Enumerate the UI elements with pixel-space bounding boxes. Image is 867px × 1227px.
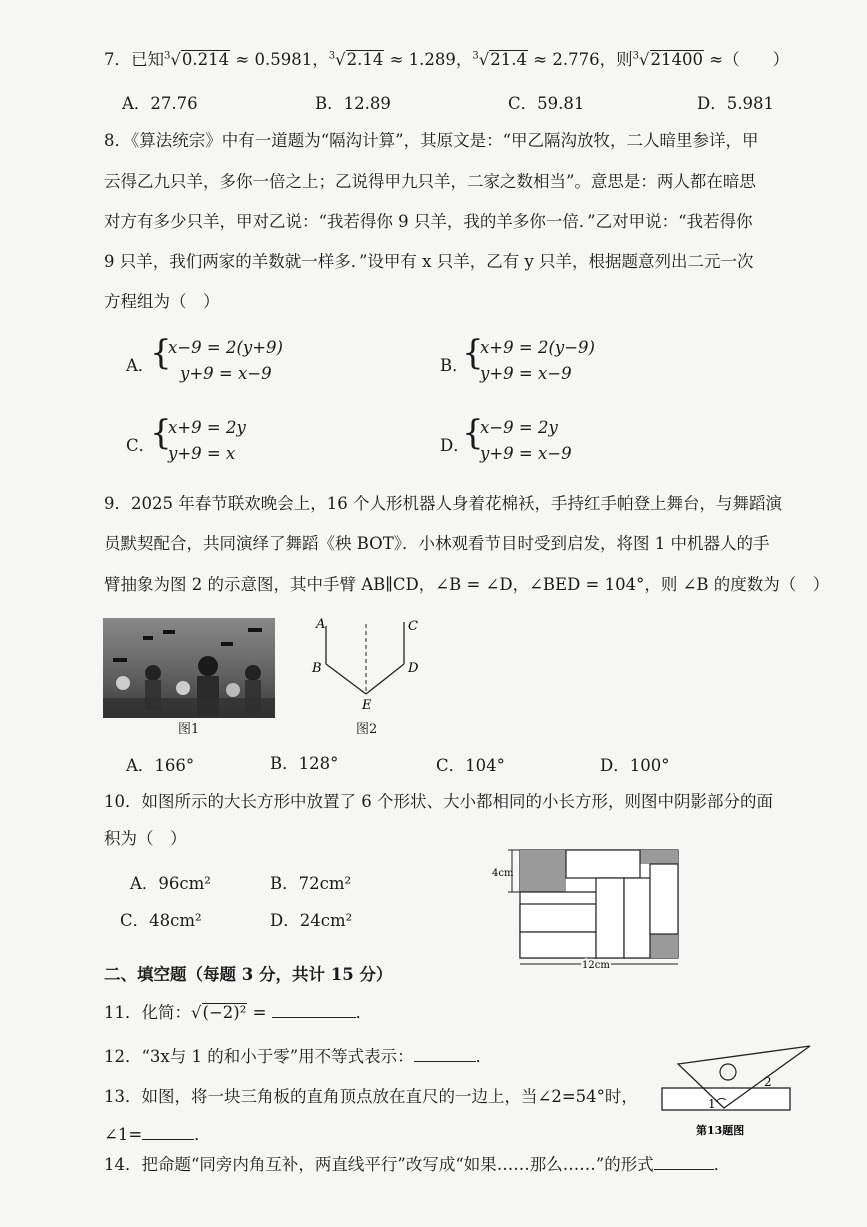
q9-line-1: 9．2025 年春节联欢晚会上，16 个人形机器人身着花棉袄，手持红手帕登上舞台，与舞蹈演 [104,494,782,513]
shaded-region [640,850,678,864]
point-b-label: B [312,661,322,676]
q9-line-3: 臂抽象为图 2 的示意图，其中手臂 AB∥CD，∠B = ∠D，∠BED = 104°，则 ∠B 的度数为（ ） [104,575,830,594]
q9-option-a[interactable]: A．166° [126,756,195,775]
q9-option-b[interactable]: B．128° [270,754,339,773]
q7-option-d[interactable]: D．5.981 [697,94,774,113]
q7-option-c[interactable]: C．59.81 [508,94,585,113]
point-a-label: A [316,617,326,632]
q8-line-1: 8．《算法统宗》中有一道题为“隔沟计算”，其原文是：“甲乙隔沟放牧，二人暗里参详，甲 [104,131,759,150]
q9-figure-2-diagram [308,612,428,722]
q7-stem: 7．已知$^3$√0.214 ≈ 0.5981，$^3$√2.14 ≈ 1.289，$^3$√21.4 ≈ 2.776，则$^3$√21400 ≈（ ） [104,50,790,69]
q13-figure-caption: 第13题图 [696,1124,745,1137]
q13-ruler-triangle-diagram [656,1040,816,1138]
q7-option-a[interactable]: A．27.76 [122,94,198,113]
point-c-label: C [408,619,418,634]
q8-line-5: 方程组为（ ） [104,292,220,311]
q10-option-b[interactable]: B．72cm² [270,874,352,893]
brace-icon: { [462,333,484,373]
angle-1-label: 1 [708,1097,716,1111]
q8-line-3: 对方有多少只羊，甲对乙说：“我若得你 9 只羊，我的羊多你一倍．”乙对甲说：“我若得你 [104,212,753,231]
q9-figure-1-caption: 图1 [178,722,200,737]
cube-root-3: 21.4 [490,50,528,69]
q9-figure-1-photo [103,618,275,718]
q7-number: 7．已知 [104,50,164,69]
q10-option-c[interactable]: C．48cm² [120,911,202,930]
q10-line-2: 积为（ ） [104,829,187,848]
q10-rectangle-diagram [490,842,690,970]
q8-line-2: 云得乙九只羊，多你一倍之上；乙说得甲九只羊，二家之数相当”。意思是：两人都在暗思 [104,172,756,191]
cube-root-1: 0.214 [181,50,230,69]
robots-photo-icon [103,618,275,718]
shaded-region [520,850,566,892]
cube-root-4: 21400 [650,50,703,69]
answer-blank[interactable] [142,1125,194,1140]
q12: 12．“3x与 1 的和小于零”用不等式表示： ． [104,1047,493,1066]
answer-blank[interactable] [654,1155,714,1170]
height-label: 4cm [492,868,514,879]
brace-icon: { [150,413,172,453]
q13-line-2: ∠1= ． [104,1125,211,1144]
q7-option-b[interactable]: B．12.89 [315,94,391,113]
answer-blank[interactable] [272,1003,356,1018]
q14: 14．把命题“同旁内角互补，两直线平行”改写成“如果……那么……”的形式 ． [104,1155,731,1174]
q9-line-2: 员默契配合，共同演绎了舞蹈《秧 BOT》．小林观看节目时受到启发，将图 1 中机器人的手 [104,534,770,553]
q9-option-c[interactable]: C．104° [436,756,505,775]
answer-blank[interactable] [414,1047,476,1062]
cube-root-2: 2.14 [346,50,384,69]
q9-option-d[interactable]: D．100° [600,756,670,775]
q10-option-d[interactable]: D．24cm² [270,911,353,930]
q9-figure-2-caption: 图2 [356,722,378,737]
shaded-region [650,934,678,958]
sqrt-expression: (−2)² [202,1003,247,1022]
section-2-heading: 二、填空题（每题 3 分，共计 15 分） [104,965,393,984]
q10-option-a[interactable]: A．96cm² [130,874,211,893]
brace-icon: { [462,413,484,453]
point-e-label: E [362,698,372,713]
point-d-label: D [408,661,419,676]
angle-2-label: 2 [764,1075,772,1089]
q8-line-4: 9 只羊，我们两家的羊数就一样多．”设甲有 x 只羊，乙有 y 只羊，根据题意列出二元一次 [104,252,754,271]
brace-icon: { [150,333,172,373]
q10-line-1: 10．如图所示的大长方形中放置了 6 个形状、大小都相同的小长方形，则图中阴影部分的面 [104,792,773,811]
q13-line-1: 13．如图，将一块三角板的直角顶点放在直尺的一边上，当∠2=54°时， [104,1087,638,1106]
width-label: 12cm [582,960,610,970]
q11: 11．化简：√(−2)² = ． [104,1003,373,1022]
